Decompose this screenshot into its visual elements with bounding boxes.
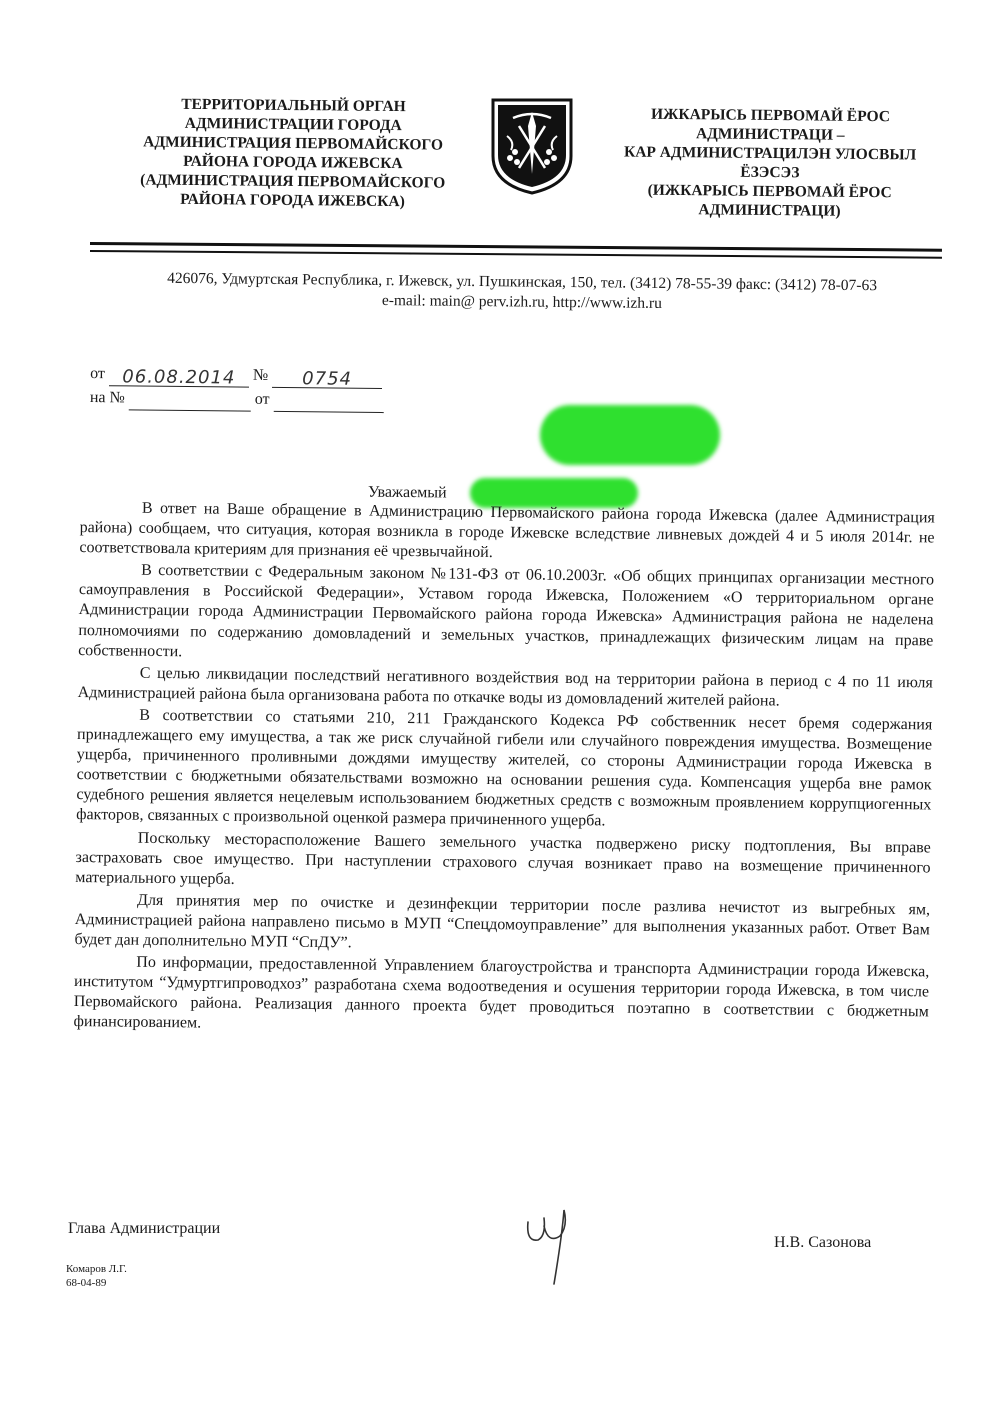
body-paragraph: В соответствии с Федеральным законом №131-ФЗ от 06.10.2003г. «Об общих принципах организации местного самоуправления в Российской Федерации», Уставом города Ижевска, Положением «О территориальном органе Администрации города Администрации Первомайского района города Ижевска» Администрация района не наделена полномочиями по содержанию домовладений и земельных участков, принадлежащих физическим лицам на праве собственности. <box>78 562 935 660</box>
number-label: № <box>252 366 269 384</box>
header-left-line: ТЕРРИТОРИАЛЬНЫЙ ОРГАН <box>181 95 406 116</box>
body-paragraph: С целью ликвидации последствий негативного воздействия вод на территории района в период с 4 по 11 июля Администрацией района была организована работа по откачке воды из домовладений жителей района. <box>77 664 933 710</box>
header-right-line: (ИЖКАРЫСЬ ПЕРВОМАЙ ЁРОС <box>647 181 892 202</box>
header-right-line: ИЖКАРЫСЬ ПЕРВОМАЙ ЁРОС <box>650 105 891 126</box>
header-left-line: (АДМИНИСТРАЦИЯ ПЕРВОМАЙСКОГО <box>140 171 446 192</box>
header-right-line: АДМИНИСТРАЦИ) <box>698 201 841 220</box>
salutation: Уважаемый <box>367 483 447 502</box>
incoming-number-label: на № <box>89 388 125 407</box>
izhevsk-coat-of-arms-icon <box>489 96 575 196</box>
header-right-org-name <box>584 104 955 222</box>
outgoing-date: 06.08.2014 <box>109 365 249 387</box>
header-right-line: АДМИНИСТРАЦИ – <box>695 125 845 144</box>
signatory-name: Н.В. Сазонова <box>774 1234 872 1251</box>
header-left-line: РАЙОНА ГОРОДА ИЖЕВСКА <box>183 152 403 173</box>
body-paragraph: Для принятия мер по очистке и дезинфекции территории после разлива нечистот из выгребных ям, Администрацией района направлено письмо в МУП “Спецдомоуправление” для выполнения указанных работ. Ответ Вам будет дан дополнительно МУП “СпДУ”. <box>74 891 931 952</box>
date-label: от <box>90 365 106 383</box>
header-left-line: АДМИНИСТРАЦИЯ ПЕРВОМАЙСКОГО <box>143 133 444 154</box>
body-paragraph: По информации, предоставленной Управлением благоустройства и транспорта Администрации города Ижевска, институтом “Удмуртгипроводхоз” разработана схема водоотведения и осушения территории города Ижевска, в том числе Первомайского района. Реализация данного проекта будет проводиться поэтапно в соответствии с бюджетным финансированием. <box>73 953 930 1032</box>
redaction-mark <box>540 405 720 465</box>
header-left-line: АДМИНИСТРАЦИИ ГОРОДА <box>184 114 402 135</box>
body-paragraph: В ответ на Ваше обращение в Администрацию Первомайского района города Ижевска (далее Администрация района) сообщаем, что ситуация, которая возникла в городе Ижевске вследствие ливневых дождей 4 и 5 июля 2014г. не соответствовала критериям для признания её чрезвычайной. <box>79 499 935 562</box>
incoming-date-field <box>273 391 383 413</box>
header-left-line: РАЙОНА ГОРОДА ИЖЕВСКА) <box>180 190 405 211</box>
header-divider-thin <box>90 250 942 259</box>
address-block <box>92 268 952 317</box>
body-paragraph: Поскольку месторасположение Вашего земельного участка подвержено риску подтопления, Вы вправе застраховать свое имущество. При наступлении страхового случая возникает право на возмещение причиненного материального ущерба. <box>75 829 931 888</box>
incoming-date-label: от <box>254 390 270 408</box>
letter-body <box>73 498 934 1043</box>
executor-phone: 68-04-89 <box>66 1277 107 1289</box>
executor-name: Комаров Л.Г. <box>66 1263 127 1275</box>
outgoing-number: 0754 <box>272 367 382 389</box>
address-line: 426076, Удмуртская Республика, г. Ижевск, ул. Пушкинская, 150, тел. (3412) 78-55-39 факс: (3412) 78-07-63 <box>167 269 878 295</box>
executor-info <box>66 1262 127 1290</box>
signatory-title: Глава Администрации <box>68 1220 221 1237</box>
header-right-line: КАР АДМИНИСТРАЦИЛЭН УЛОСВЫЛ <box>623 143 917 164</box>
header-left-org-name <box>117 94 468 212</box>
contact-line: e-mail: main@ perv.izh.ru, http://www.izh.ru <box>381 292 662 312</box>
incoming-number-field <box>129 389 251 411</box>
reference-block <box>90 362 384 413</box>
header-right-line: ЁЗЭСЭЗ <box>740 163 800 182</box>
body-paragraph: В соответствии со статьями 210, 211 Гражданского Кодекса РФ собственник несет бремя содержания принадлежащего ему имущества, а так же риск случайной гибели или случайного повреждения имущества. Возмещение ущерба, причиненного проливными дождями имуществу жителей, со стороны Администрации города Ижевска в соответствии с бюджетными обязательствами возможно на основании решения суда. Компенсация ущерба вне рамок судебного решения является нецелевым использованием бюджетных средств с возможным проявлением коррупциогенных факторов, связанных с произвольной оценкой размера причиненного ущерба. <box>76 706 933 830</box>
handwritten-signature-icon <box>520 1196 580 1286</box>
